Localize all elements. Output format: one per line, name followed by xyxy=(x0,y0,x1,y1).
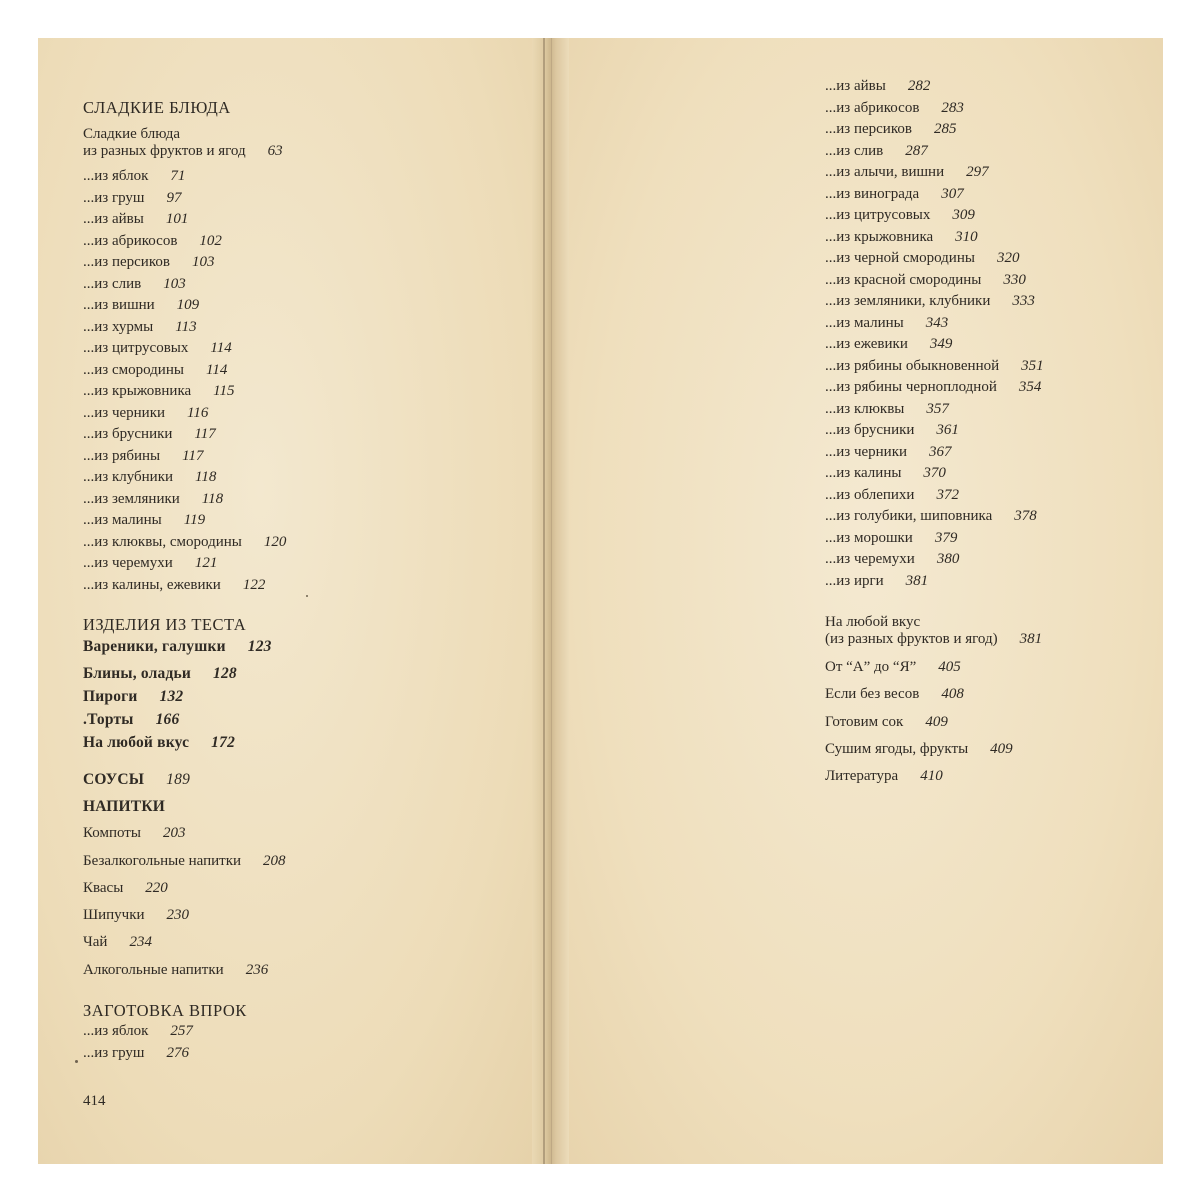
book-spread xyxy=(38,38,1163,1164)
entry-page-number: 109 xyxy=(176,297,200,313)
entry-label: ...из малины xyxy=(83,512,162,528)
paper-speck xyxy=(75,1060,78,1063)
toc-entry xyxy=(83,1043,503,1065)
toc-entry xyxy=(83,820,503,847)
entry-label: Чай xyxy=(83,934,108,951)
toc-entry xyxy=(825,270,1145,292)
entry-label: ...из брусники xyxy=(825,422,915,438)
toc-entry xyxy=(825,377,1145,399)
toc-entry xyxy=(825,681,1145,708)
toc-entry xyxy=(83,252,503,274)
entry-page-number: 309 xyxy=(952,207,975,223)
toc-entry xyxy=(825,528,1145,550)
entry-label: ...из айвы xyxy=(825,78,886,94)
spine-crease xyxy=(551,38,552,1164)
entry-page-number: 113 xyxy=(175,318,197,335)
entry-page-number: 361 xyxy=(936,422,959,438)
right-page xyxy=(569,38,1163,1164)
entry-label: ...из винограда xyxy=(825,185,920,202)
entry-page-number: 117 xyxy=(194,426,216,442)
toc-entry xyxy=(825,205,1145,227)
toc-entry xyxy=(83,274,503,296)
entry-label: ...из персиков xyxy=(83,254,170,270)
toc-entry xyxy=(83,381,503,403)
toc-entry xyxy=(825,291,1145,313)
toc-entry xyxy=(825,334,1145,356)
entry-page-number: 128 xyxy=(213,665,237,682)
left-toc xyxy=(83,97,503,1064)
entry-page-number: 117 xyxy=(182,447,204,464)
preserves-list xyxy=(83,1021,503,1064)
entry-label: ...из облепихи xyxy=(825,486,915,503)
entry-label: ...из слив xyxy=(825,142,884,159)
spine-crease xyxy=(543,38,545,1164)
entry-label: От “А” до “Я” xyxy=(825,659,917,675)
entry-page-number: 381 xyxy=(1019,631,1043,647)
entry-page-number: 63 xyxy=(267,143,283,159)
entry-label: ...из цитрусовых xyxy=(825,207,931,223)
toc-entry xyxy=(83,209,503,231)
right-toc xyxy=(825,76,1145,790)
entry-label: из разных фруктов и ягод xyxy=(83,143,246,159)
entry-label: ...из персиков xyxy=(825,121,912,137)
entry-label: ...из черной смородины xyxy=(825,250,975,266)
entry-label: Сладкие блюда xyxy=(83,126,180,142)
entry-page-number: 102 xyxy=(199,232,222,249)
toc-entry xyxy=(825,763,1145,790)
toc-entry xyxy=(825,549,1145,571)
entry-page-number: 103 xyxy=(191,254,215,270)
entry-page-number: 287 xyxy=(905,142,928,159)
entry-page-number: 333 xyxy=(1012,293,1035,309)
entry-page-number: 118 xyxy=(201,490,224,507)
entry-page-number: 310 xyxy=(955,228,978,245)
entry-page-number: 283 xyxy=(941,99,964,116)
entry-page-number: 409 xyxy=(925,713,948,730)
entry-label: ...из крыжовника xyxy=(825,228,934,245)
entry-label: ...из черемухи xyxy=(83,555,173,571)
entry-page-number: 372 xyxy=(936,486,959,503)
entry-page-number: 282 xyxy=(907,78,931,94)
entry-label: ...из черники xyxy=(825,443,908,460)
entry-page-number: 172 xyxy=(211,734,236,751)
toc-entry xyxy=(825,736,1145,763)
toc-entry xyxy=(83,929,503,956)
entry-label: Сушим ягоды, фрукты xyxy=(825,740,969,757)
entry-label: ...из клюквы xyxy=(825,400,905,417)
entry-page-number: 257 xyxy=(170,1023,193,1040)
toc-entry xyxy=(83,553,503,575)
toc-entry xyxy=(83,731,503,754)
entry-page-number: 118 xyxy=(195,469,217,485)
entry-label: ...из брусники xyxy=(83,426,173,442)
entry-label: Алкогольные напитки xyxy=(83,961,224,978)
entry-page-number: 354 xyxy=(1018,379,1042,395)
entry-label: ...из красной смородины xyxy=(825,271,982,288)
toc-entry xyxy=(83,231,503,253)
toc-entry xyxy=(825,313,1145,335)
fruit-list-continued xyxy=(825,76,1145,592)
toc-entry xyxy=(825,420,1145,442)
toc-entry xyxy=(83,902,503,929)
entry-label: На любой вкус xyxy=(83,734,190,751)
dough-list xyxy=(83,635,503,754)
entry-label: ...из абрикосов xyxy=(825,99,920,116)
entry-label: Квасы xyxy=(83,879,124,896)
entry-page-number: 220 xyxy=(145,879,168,896)
entry-label: ...из рябины обыкновенной xyxy=(825,357,1000,374)
entry-label: Если без весов xyxy=(825,686,920,703)
toc-entry xyxy=(825,709,1145,736)
section-title-sweet-dishes: СЛАДКИЕ БЛЮДА xyxy=(83,98,231,117)
entry-page-number: 119 xyxy=(183,512,206,528)
entry-page-number: 381 xyxy=(905,572,929,589)
entry-label: ...из алычи, вишни xyxy=(825,164,945,180)
entry-page-number: 320 xyxy=(996,250,1020,266)
toc-entry xyxy=(83,708,503,731)
toc-entry xyxy=(825,463,1145,485)
entry-page-number: 236 xyxy=(245,961,269,978)
toc-entry xyxy=(83,424,503,446)
entry-page-number: 71 xyxy=(170,168,186,184)
entry-page-number: 166 xyxy=(155,711,180,728)
section-title-drinks: НАПИТКИ xyxy=(83,798,166,816)
toc-entry xyxy=(825,399,1145,421)
section-title-preserves: ЗАГОТОВКА ВПРОК xyxy=(83,1001,247,1021)
entry-page-number: 343 xyxy=(925,314,949,331)
toc-entry xyxy=(825,184,1145,206)
entry-label: Блины, оладьи xyxy=(83,665,192,682)
page-number-footer: 414 xyxy=(83,1093,106,1109)
toc-entry xyxy=(825,98,1145,120)
entry-label: (из разных фруктов и ягод) xyxy=(825,631,998,647)
toc-entry xyxy=(83,510,503,532)
toc-entry xyxy=(83,875,503,902)
entry-label: Безалкогольные напитки xyxy=(83,852,242,869)
toc-entry-any-taste xyxy=(825,614,1145,648)
entry-label: ...из яблок xyxy=(83,1023,149,1040)
entry-label: ...из яблок xyxy=(83,168,149,184)
toc-entry xyxy=(83,957,503,984)
toc-entry xyxy=(825,227,1145,249)
paper-speck xyxy=(306,595,308,597)
toc-entry xyxy=(825,442,1145,464)
entry-page-number: 123 xyxy=(247,638,272,655)
entry-page-number: 379 xyxy=(934,529,958,546)
toc-entry xyxy=(83,188,503,210)
entry-label: Готовим сок xyxy=(825,713,904,730)
toc-entry xyxy=(83,338,503,360)
entry-label: ...из калины, ежевики xyxy=(83,576,221,593)
entry-label: ...из клюквы, смородины xyxy=(83,533,242,550)
entry-page-number: 103 xyxy=(163,275,186,292)
entry-label: ...из груш xyxy=(83,189,145,206)
toc-entry xyxy=(83,635,503,659)
entry-page-number: 234 xyxy=(129,934,152,951)
entry-page-number: 405 xyxy=(938,659,961,675)
entry-page-number: 120 xyxy=(263,533,287,550)
entry-label: ...из ежевики xyxy=(825,336,908,352)
entry-label: ...из морошки xyxy=(825,529,913,546)
entry-label: .Торты xyxy=(83,711,134,728)
entry-label: ...из вишни xyxy=(83,297,155,313)
entry-page-number: 380 xyxy=(936,551,960,567)
entry-label: ...из цитрусовых xyxy=(83,340,189,356)
left-page xyxy=(38,38,532,1164)
entry-page-number: 410 xyxy=(920,768,943,785)
entry-label: ...из малины xyxy=(825,314,904,331)
toc-entry-sweet-dishes-intro xyxy=(83,126,503,160)
entry-label: СОУСЫ xyxy=(83,771,145,788)
entry-label: Компоты xyxy=(83,825,141,842)
entry-page-number: 307 xyxy=(941,185,964,202)
entry-page-number: 330 xyxy=(1003,271,1026,288)
entry-label: На любой вкус xyxy=(825,614,921,630)
entry-label: ...из черники xyxy=(83,404,166,421)
toc-entry xyxy=(825,162,1145,184)
entry-page-number: 208 xyxy=(263,852,286,869)
toc-entry xyxy=(83,295,503,317)
entry-label: ...из земляники, клубники xyxy=(825,293,991,309)
entry-page-number: 122 xyxy=(242,576,266,593)
entry-label: ...из слив xyxy=(83,275,142,292)
entry-page-number: 367 xyxy=(929,443,952,460)
entry-page-number: 409 xyxy=(990,740,1013,757)
entry-label: ...из черемухи xyxy=(825,551,915,567)
section-title-sauces xyxy=(83,766,503,793)
toc-entry xyxy=(83,467,503,489)
entry-page-number: 357 xyxy=(926,400,949,417)
entry-page-number: 378 xyxy=(1014,508,1037,524)
toc-entry xyxy=(825,141,1145,163)
entry-label: ...из калины xyxy=(825,465,902,481)
sweet-dishes-list xyxy=(83,166,503,596)
toc-entry xyxy=(825,654,1145,681)
entry-label: Пироги xyxy=(83,688,138,705)
toc-entry xyxy=(825,356,1145,378)
entry-page-number: 114 xyxy=(210,340,232,356)
entry-page-number: 115 xyxy=(213,383,235,399)
entry-label: Литература xyxy=(825,768,899,785)
toc-entry xyxy=(83,489,503,511)
entry-page-number: 116 xyxy=(187,404,209,421)
entry-label: ...из айвы xyxy=(83,211,144,227)
entry-page-number: 370 xyxy=(923,465,946,481)
toc-entry xyxy=(825,119,1145,141)
toc-entry xyxy=(83,317,503,339)
toc-entry xyxy=(825,506,1145,528)
toc-entry xyxy=(825,248,1145,270)
drinks-list xyxy=(83,820,503,984)
toc-entry xyxy=(825,76,1145,98)
entry-page-number: 297 xyxy=(966,164,989,180)
entry-label: ...из крыжовника xyxy=(83,383,192,399)
entry-label: ...из клубники xyxy=(83,469,174,485)
entry-label: ...из абрикосов xyxy=(83,232,178,249)
toc-entry xyxy=(83,575,503,597)
entry-page-number: 189 xyxy=(166,771,191,788)
toc-entry xyxy=(83,532,503,554)
entry-label: Шипучки xyxy=(83,907,145,924)
toc-entry xyxy=(825,571,1145,593)
entry-label: ...из земляники xyxy=(83,490,180,507)
toc-entry xyxy=(825,485,1145,507)
entry-label: ...из ирги xyxy=(825,572,884,589)
entry-page-number: 121 xyxy=(194,555,218,571)
entry-page-number: 203 xyxy=(162,825,186,842)
entry-page-number: 97 xyxy=(166,189,182,206)
entry-label: Вареники, галушки xyxy=(83,638,226,655)
entry-page-number: 408 xyxy=(941,686,964,703)
misc-list xyxy=(825,654,1145,790)
entry-label: ...из рябины xyxy=(83,447,161,464)
toc-entry xyxy=(83,403,503,425)
entry-page-number: 230 xyxy=(166,907,190,924)
entry-page-number: 349 xyxy=(929,336,953,352)
entry-page-number: 285 xyxy=(933,121,957,137)
toc-entry xyxy=(83,848,503,875)
entry-page-number: 101 xyxy=(165,211,189,227)
toc-entry xyxy=(83,685,503,708)
entry-label: ...из рябины черноплодной xyxy=(825,379,997,395)
entry-label: ...из голубики, шиповника xyxy=(825,508,993,524)
toc-entry xyxy=(83,360,503,382)
toc-entry xyxy=(83,446,503,468)
entry-page-number: 114 xyxy=(205,361,228,378)
entry-label: ...из хурмы xyxy=(83,318,154,335)
entry-page-number: 132 xyxy=(159,688,184,705)
entry-label: ...из смородины xyxy=(83,361,184,378)
entry-page-number: 276 xyxy=(166,1044,189,1061)
toc-entry xyxy=(83,1021,503,1043)
section-title-dough: ИЗДЕЛИЯ ИЗ ТЕСТА xyxy=(83,615,247,634)
entry-page-number: 351 xyxy=(1021,357,1044,374)
toc-entry xyxy=(83,662,503,685)
toc-entry xyxy=(83,166,503,188)
entry-label: ...из груш xyxy=(83,1044,145,1061)
